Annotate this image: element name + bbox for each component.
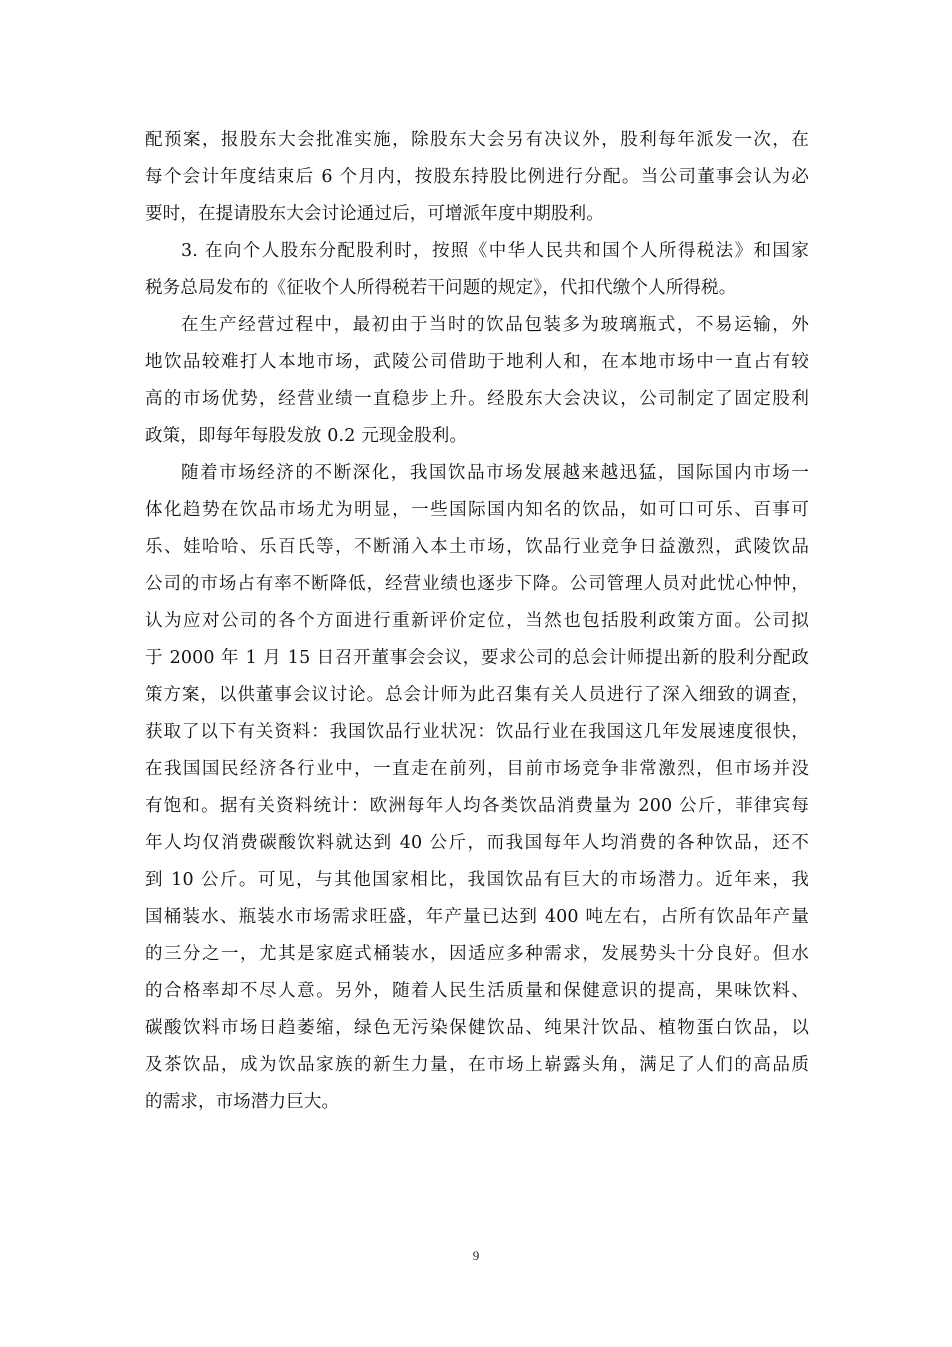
text-line: 碳酸饮料市场日趋萎缩，绿色无污染保健饮品、纯果汁饮品、植物蛋白饮品，以: [145, 1018, 809, 1038]
body-text: [145, 122, 809, 1121]
text-line: 高的市场优势，经营业绩一直稳步上升。经股东大会决议，公司制定了固定股利: [145, 389, 809, 409]
text-line: 随着市场经济的不断深化，我国饮品市场发展越来越迅猛，国际国内市场一: [181, 463, 809, 483]
page-number: 9: [472, 1248, 480, 1263]
text-line: 于 2000 年 1 月 15 日召开董事会会议，要求公司的总会计师提出新的股利分配政: [145, 648, 809, 668]
text-line: 在生产经营过程中，最初由于当时的饮品包装多为玻璃瓶式，不易运输，外: [181, 315, 809, 335]
text-line: 体化趋势在饮品市场尤为明显，一些国际国内知名的饮品，如可口可乐、百事可: [145, 500, 809, 520]
text-line: 每个会计年度结束后 6 个月内，按股东持股比例进行分配。当公司董事会认为必: [145, 167, 809, 187]
text-line: 公司的市场占有率不断降低，经营业绩也逐步下降。公司管理人员对此忧心忡忡，: [145, 574, 809, 594]
text-line: 年人均仅消费碳酸饮料就达到 40 公斤，而我国每年人均消费的各种饮品，还不: [145, 833, 809, 853]
text-line: 要时，在提请股东大会讨论通过后，可增派年度中期股利。: [145, 204, 604, 224]
text-line: 政策，即每年每股发放 0.2 元现金股利。: [145, 426, 468, 446]
text-line: 3. 在向个人股东分配股利时，按照《中华人民共和国个人所得税法》和国家: [181, 241, 809, 261]
text-line: 认为应对公司的各个方面进行重新评价定位，当然也包括股利政策方面。公司拟: [145, 611, 809, 631]
text-line: 的合格率却不尽人意。另外，随着人民生活质量和保健意识的提高，果味饮料、: [145, 981, 809, 1001]
text-line: 及茶饮品，成为饮品家族的新生力量，在市场上崭露头角，满足了人们的高品质: [145, 1055, 809, 1075]
text-line: 到 10 公斤。可见，与其他国家相比，我国饮品有巨大的市场潜力。近年来，我: [145, 870, 809, 890]
text-line: 配预案，报股东大会批准实施，除股东大会另有决议外，股利每年派发一次，在: [145, 130, 809, 150]
text-line: 的三分之一，尤其是家庭式桶装水，因适应多种需求，发展势头十分良好。但水: [145, 944, 809, 964]
text-line: 策方案，以供董事会议讨论。总会计师为此召集有关人员进行了深入细致的调查，: [145, 685, 809, 705]
text-line: 的需求，市场潜力巨大。: [145, 1092, 340, 1112]
text-line: 国桶装水、瓶装水市场需求旺盛，年产量已达到 400 吨左右，占所有饮品年产量: [145, 907, 809, 927]
text-line: 税务总局发布的《征收个人所得税若干问题的规定》，代扣代缴个人所得税。: [145, 278, 737, 298]
text-line: 在我国国民经济各行业中，一直走在前列，目前市场竞争非常激烈，但市场并没: [145, 759, 809, 779]
text-line: 有饱和。据有关资料统计：欧洲每年人均各类饮品消费量为 200 公斤，菲律宾每: [145, 796, 809, 816]
text-line: 乐、娃哈哈、乐百氏等，不断涌入本土市场，饮品行业竞争日益激烈，武陵饮品: [145, 537, 809, 557]
text-line: 获取了以下有关资料：我国饮品行业状况：饮品行业在我国这几年发展速度很快，: [145, 722, 809, 742]
text-line: 地饮品较难打人本地市场，武陵公司借助于地利人和，在本地市场中一直占有较: [145, 352, 809, 372]
